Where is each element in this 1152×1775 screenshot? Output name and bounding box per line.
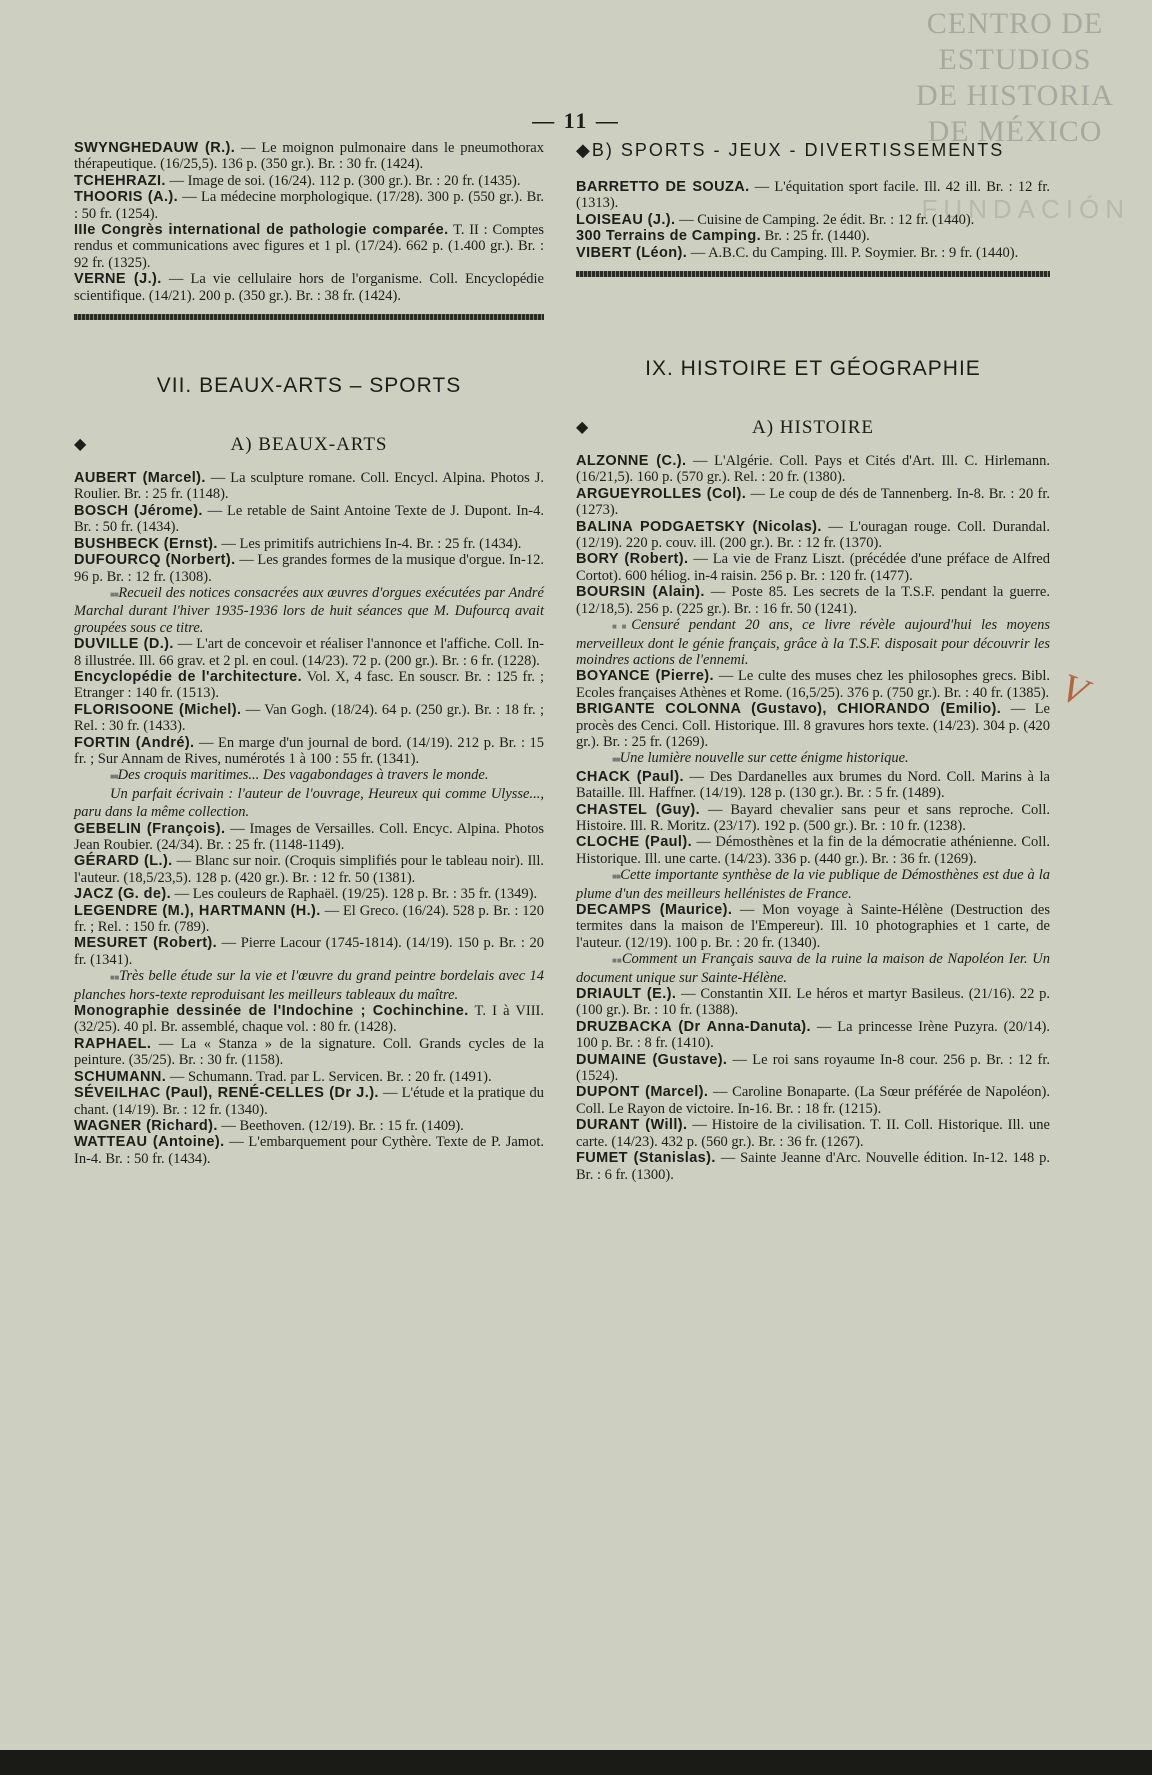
entry-author: CHASTEL (Guy). [576, 801, 701, 818]
catalog-entry [576, 668, 1050, 701]
entry-author: DRIAULT (E.). [576, 986, 677, 1003]
entry-details: — Des Dardanelles aux brumes du Nord. Coll. Marins à la Bataille. Ill. Haffner. (14/19). 128 p. (130 gr.). Br. : 5 fr. (1489). [576, 768, 1050, 802]
entry-author: DECAMPS (Maurice). [576, 902, 733, 918]
page-number: — 11 — [532, 108, 620, 133]
diamond-icon: ◆ [576, 419, 590, 437]
entry-author: BALINA PODGAETSKY (Nicolas). [576, 518, 822, 535]
catalog-entry [74, 853, 544, 886]
entry-details: — Démosthènes et la fin de la démocratie athénienne. Coll. Historique. Ill. une carte. (14/23). 336 p. (440 gr.). Br. : 36 fr. (1269). [576, 834, 1050, 867]
diamond-icon: ◆ [74, 436, 88, 454]
watermark-line: DE HISTORIA [916, 79, 1114, 112]
entry-details: — L'art de concevoir et réaliser l'annonce et l'affiche. Coll. In-8 illustrée. Ill. 66 grav. et 2 pl. en coul. (14/23). 72 p. (200 gr.). Br. : 6 fr. (1228). [74, 636, 544, 669]
entry-details: — Poste 85. Les secrets de la T.S.F. pendant la guerre. (12/18,5). 256 p. (225 gr.). Br. : 16 fr. 50 (1241). [576, 584, 1050, 617]
catalog-entry [74, 702, 544, 735]
sports-heading [576, 140, 1050, 161]
catalog-entry [576, 1084, 1050, 1117]
catalog-entry [576, 453, 1050, 486]
entry-details: Vol. X, 4 fasc. En souscr. Br. : 125 fr. ; Etranger : 140 fr. (1513). [74, 668, 544, 702]
catalog-entry [74, 735, 544, 768]
catalog-entry [576, 1117, 1050, 1150]
entry-author: BOSCH (Jérome). [74, 502, 203, 519]
handwritten-check-mark: V [1055, 664, 1094, 715]
entry-author: FLORISOONE (Michel). [74, 701, 242, 718]
catalog-entry [74, 935, 544, 968]
entry-author: VIBERT (Léon). [576, 244, 688, 261]
entry-author: BORY (Robert). [576, 551, 689, 568]
entry-note: ■■ Très belle étude sur la vie et l'œuvre du grand peintre bordelais avec 14 planches hors-texte reproduisant les meilleurs tableaux du maître. [74, 968, 544, 1003]
catalog-entry [74, 470, 544, 503]
catalog-entry [576, 245, 1050, 261]
section-title-histoire: IX. HISTOIRE ET GÉOGRAPHIE [645, 357, 981, 381]
entry-author: BARRETTO DE SOUZA. [576, 179, 750, 195]
catalog-entry [74, 222, 544, 271]
entry-details: — La sculpture romane. Coll. Encycl. Alpina. Photos J. Roulier. Br. : 25 fr. (1148). [74, 470, 544, 503]
entry-details: — Blanc sur noir. (Croquis simplifiés pour le tableau noir). Ill. l'auteur. (18,5/23,5). 128 p. (420 gr.). Br. : 12 fr. 50 (1381). [74, 853, 544, 886]
histoire-entries [576, 453, 1050, 1183]
catalog-entry [74, 140, 544, 173]
entry-details: — Les primitifs autrichiens In-4. Br. : 25 fr. (1434). [217, 535, 522, 552]
entry-details: — Le culte des muses chez les philosophes grecs. Bibl. Ecoles françaises Athènes et Rome. (16,5/25). 376 p. (750 gr.). Br. : 40 fr. (1385). [576, 668, 1050, 701]
entry-author: WAGNER (Richard). [74, 1117, 218, 1134]
entry-details: — Le retable de Saint Antoine Texte de J. Dupont. In-4. Br. : 50 fr. (1434). [74, 502, 544, 536]
catalog-entry [74, 503, 544, 536]
section-title-beaux-arts: VII. BEAUX-ARTS – SPORTS [156, 374, 462, 398]
entry-details: — Pierre Lacour (1745-1814). (14/19). 150 p. Br. : 20 fr. (1341). [74, 935, 544, 968]
entry-details: — En marge d'un journal de bord. (14/19). 212 p. Br. : 15 fr. ; Sur Annam de Rives, numérotés 1 à 100 : 55 fr. (1341). [74, 734, 545, 767]
entry-author: DUPONT (Marcel). [576, 1084, 709, 1101]
catalog-entry [74, 552, 544, 585]
sports-heading-label: B) SPORTS - JEUX - DIVERTISSEMENTS [591, 140, 1005, 160]
entry-author: BOURSIN (Alain). [576, 584, 705, 601]
entry-author: ARGUEYROLLES (Col). [576, 485, 747, 502]
entry-author: DUFOURCQ (Norbert). [74, 552, 236, 569]
entry-author: THOORIS (A.). [74, 189, 179, 206]
catalog-entry [74, 636, 544, 669]
entry-author: SWYNGHEDAUW (R.). [74, 140, 236, 156]
entry-author: Monographie dessinée de l'Indochine ; Cochinchine. [74, 1003, 469, 1020]
entry-author: SCHUMANN. [74, 1068, 167, 1085]
catalog-entry [74, 1085, 544, 1118]
catalog-entry [576, 802, 1050, 835]
entry-details: — Image de soi. (16/24). 112 p. (300 gr.). Br. : 20 fr. (1435). [165, 172, 521, 189]
entry-details: — Les couleurs de Raphaël. (19/25). 128 p. Br. : 35 fr. (1349). [171, 886, 538, 903]
catalog-entry [576, 228, 1050, 244]
entry-author: VERNE (J.). [74, 271, 162, 288]
catalog-entry [576, 834, 1050, 867]
entry-note: ■■ Censuré pendant 20 ans, ce livre révèle aujourd'hui les moyens merveilleux dont le génie français, grâce à la T.S.F. disposait pour découvrir les moindres actions de l'ennemi. [576, 617, 1050, 668]
catalog-entry [74, 669, 544, 702]
entry-details: — A.B.C. du Camping. Ill. P. Soymier. Br. : 9 fr. (1440). [687, 244, 1019, 261]
entry-author: LOISEAU (J.). [576, 211, 676, 228]
catalog-entry [576, 519, 1050, 552]
entry-author: Encyclopédie de l'architecture. [74, 668, 303, 685]
entry-note: ■■ Comment un Français sauva de la ruine la maison de Napoléon Ier. Un document unique sur Sainte-Hélène. [576, 951, 1050, 986]
entry-details: — L'Algérie. Coll. Pays et Cités d'Art. Ill. C. Hirlemann. (16/21,5). 160 p. (570 gr.). Rel. : 20 fr. (1380). [576, 453, 1050, 486]
catalog-entry [74, 886, 544, 902]
entry-details: — La médecine morphologique. (17/28). 300 p. (550 gr.). Br. : 50 fr. (1254). [74, 189, 544, 222]
catalog-entry [74, 173, 544, 189]
divider-rule [74, 314, 544, 320]
watermark-fund: FUNDACIÓN [921, 194, 1130, 224]
entry-author: DUMAINE (Gustave). [576, 1051, 728, 1068]
catalog-entry [74, 1036, 544, 1069]
catalog-entry [74, 1118, 544, 1134]
entry-details: — L'étude et la pratique du chant. (14/19). Br. : 12 fr. (1340). [74, 1085, 544, 1118]
catalog-entry [576, 701, 1050, 750]
catalog-entry [74, 1003, 544, 1036]
catalog-entry [74, 536, 544, 552]
subsection-beaux-arts [74, 434, 544, 456]
entry-author: WATTEAU (Antoine). [74, 1134, 225, 1151]
entry-author: ALZONNE (C.). [576, 453, 687, 470]
entry-details: — Caroline Bonaparte. (La Sœur préférée de Napoléon). Coll. Le Rayon de victoire. In-16. Br. : 18 fr. (1215). [576, 1084, 1050, 1117]
entry-author: AUBERT (Marcel). [74, 470, 206, 487]
entry-details: — Les grandes formes de la musique d'orgue. In-12. 96 p. Br. : 12 fr. (1308). [74, 552, 544, 585]
entry-details: — Schumann. Trad. par L. Servicen. Br. : 20 fr. (1491). [166, 1068, 492, 1085]
entry-author: DURANT (Will). [576, 1117, 688, 1134]
entry-details: — La vie de Franz Liszt. (précédée d'une préface de Alfred Cortot). 600 héliog. in-4 raisin. 256 p. Br. : 120 fr. (1477). [576, 551, 1050, 584]
entry-author: DUVILLE (D.). [74, 636, 174, 653]
scan-edge [0, 1750, 1152, 1775]
entry-details: — Beethoven. (12/19). Br. : 15 fr. (1409). [217, 1117, 464, 1134]
entry-details: T. I à VIII. (32/25). 40 pl. Br. assemblé, chaque vol. : 80 fr. (1428). [74, 1003, 545, 1036]
entry-details: — Images de Versailles. Coll. Encyc. Alpina. Photos Jean Roubier. (24/34). Br. : 25 fr. (1148-1149). [74, 820, 544, 853]
entry-details: — La vie cellulaire hors de l'organisme. Coll. Encyclopédie scientifique. (14/21). 200 p. (350 gr.). Br. : 38 fr. (1424). [74, 271, 544, 304]
entry-author: FUMET (Stanislas). [576, 1150, 716, 1167]
entry-details: — L'ouragan rouge. Coll. Durandal. (12/19). 220 p. couv. ill. (200 gr.). Br. : 12 fr. (1370). [576, 518, 1050, 552]
entry-author: DRUZBACKA (Dr Anna-Danuta). [576, 1018, 811, 1035]
left-column [74, 140, 544, 1167]
entry-note: ■■ Une lumière nouvelle sur cette énigme historique. [576, 750, 1050, 768]
beaux-arts-entries [74, 470, 544, 1167]
catalog-entry [74, 1134, 544, 1167]
entry-details: T. II : Comptes rendus et communications avec figures et 1 pl. (17/24). 662 p. (1.400 gr.). Br. : 92 fr. (1325). [74, 222, 544, 271]
entry-author: CLOCHE (Paul). [576, 834, 693, 851]
entry-details: — El Greco. (16/24). 528 p. Br. : 120 fr. ; Rel. : 150 fr. (789). [74, 902, 544, 936]
subsection-histoire [576, 417, 1050, 439]
entry-author: MESURET (Robert). [74, 935, 218, 952]
entry-note: ■■ Recueil des notices consacrées aux œuvres d'orgues exécutées par André Marchal durant l'hiver 1935-1936 lors de huit séances que M. Dufourcq avait groupées sous ce titre. [74, 585, 544, 636]
entry-author: BOYANCE (Pierre). [576, 668, 714, 685]
entry-details: — Van Gogh. (18/24). 64 p. (250 gr.). Br. : 18 fr. ; Rel. : 30 fr. (1433). [74, 701, 545, 735]
entry-author: LEGENDRE (M.), HARTMANN (H.). [74, 902, 321, 919]
entry-note: Un parfait écrivain : l'auteur de l'ouvrage, Heureux qui comme Ulysse..., paru dans la même collection. [74, 785, 544, 821]
entry-details: — Bayard chevalier sans peur et sans reproche. Coll. Histoire. Ill. R. Moritz. (23/17). 192 p. (500 gr.). Br. : 10 fr. (1238). [576, 801, 1050, 834]
entry-details: — Le moignon pulmonaire dans le pneumothorax thérapeutique. (16/25,5). 136 p. (350 gr.). Br. : 30 fr. (1424). [74, 140, 544, 173]
subsection-label: A) BEAUX-ARTS [230, 434, 388, 456]
watermark-line: DE MÉXICO [927, 115, 1103, 148]
entry-author: BRIGANTE COLONNA (Gustavo), CHIORANDO (Emilio). [576, 701, 1002, 718]
diamond-icon: ◆ [576, 140, 592, 160]
entry-details: Br. : 25 fr. (1440). [761, 228, 870, 245]
entry-author: GÉRARD (L.). [74, 853, 173, 870]
catalog-entry [576, 584, 1050, 617]
entry-details: — L'équitation sport facile. Ill. 42 ill. Br. : 12 fr. (1313). [576, 179, 1050, 212]
entry-author: FORTIN (André). [74, 734, 195, 751]
catalog-entry [576, 212, 1050, 228]
catalog-entry [74, 821, 544, 854]
catalog-entry [576, 179, 1050, 212]
entry-details: — Le roi sans royaume In-8 cour. 256 p. Br. : 12 fr. (1524). [576, 1051, 1050, 1085]
entry-author: GEBELIN (François). [74, 820, 226, 837]
watermark-line: CENTRO DE [926, 7, 1104, 40]
entry-details: — Constantin XII. Le héros et martyr Basileus. (21/16). 22 p. (100 gr.). Br. : 10 fr. (1388). [576, 986, 1050, 1019]
subsection-label: A) HISTOIRE [751, 417, 874, 439]
catalog-entry [576, 769, 1050, 802]
entry-author: IIIe Congrès international de pathologie comparée. [74, 222, 449, 239]
catalog-entry [576, 986, 1050, 1019]
entry-author: BUSHBECK (Ernst). [74, 535, 218, 552]
catalog-entry [74, 189, 544, 222]
divider-rule [576, 271, 1050, 277]
entry-author: RAPHAEL. [74, 1035, 152, 1052]
catalog-entry [576, 551, 1050, 584]
sports-entries [576, 179, 1050, 261]
entry-details: — L'embarquement pour Cythère. Texte de P. Jamot. In-4. Br. : 50 fr. (1434). [74, 1134, 544, 1167]
entry-details: — Mon voyage à Sainte-Hélène (Destruction des termites dans la maison de l'Empereur). Ill. 10 photographies et 1 carte, de l'auteur. (12/19). 100 p. Br. : 20 fr. (1340). [576, 902, 1050, 951]
entry-details: — Sainte Jeanne d'Arc. Nouvelle édition. In-12. 148 p. Br. : 6 fr. (1300). [576, 1150, 1050, 1183]
left-top-entries [74, 140, 544, 304]
entry-author: TCHEHRAZI. [74, 172, 166, 189]
entry-note: ■■ Des croquis maritimes... Des vagabondages à travers le monde. [74, 767, 544, 785]
entry-details: — La princesse Irène Puzyra. (20/14). 100 p. Br. : 8 fr. (1410). [576, 1018, 1050, 1052]
entry-author: CHACK (Paul). [576, 768, 684, 785]
entry-author: 300 Terrains de Camping. [576, 228, 762, 245]
entry-details: — Histoire de la civilisation. T. II. Coll. Historique. Ill. une carte. (14/23). 432 p. (560 gr.). Br. : 36 fr. (1267). [576, 1117, 1050, 1150]
catalog-entry [576, 486, 1050, 519]
entry-details: — Le procès des Cenci. Coll. Historique. Ill. 8 gravures hors texte. (14/23). 304 p. (420 gr.). Br. : 25 fr. (1269). [576, 701, 1050, 750]
entry-details: — Cuisine de Camping. 2e édit. Br. : 12 fr. (1440). [675, 211, 975, 228]
catalog-entry [576, 1150, 1050, 1183]
entry-author: SÉVEILHAC (Paul), RENÉ-CELLES (Dr J.). [74, 1085, 379, 1102]
entry-details: — Le coup de dés de Tannenberg. In-8. Br. : 20 fr. (1273). [576, 485, 1050, 519]
watermark-line: ESTUDIOS [938, 43, 1092, 76]
catalog-entry [576, 1019, 1050, 1052]
catalog-entry [74, 903, 544, 936]
entry-author: JACZ (G. de). [74, 886, 172, 903]
entry-details: — La « Stanza » de la signature. Coll. Grands cycles de la peinture. (35/25). Br. : 30 fr. (1158). [74, 1035, 544, 1069]
catalog-entry [74, 1069, 544, 1085]
catalog-entry [576, 902, 1050, 951]
right-column [576, 140, 1050, 1183]
entry-note: ■■ Cette importante synthèse de la vie publique de Démosthènes est due à la plume d'un des meilleurs hellénistes de France. [576, 867, 1050, 902]
catalog-entry [576, 1052, 1050, 1085]
catalog-entry [74, 271, 544, 304]
